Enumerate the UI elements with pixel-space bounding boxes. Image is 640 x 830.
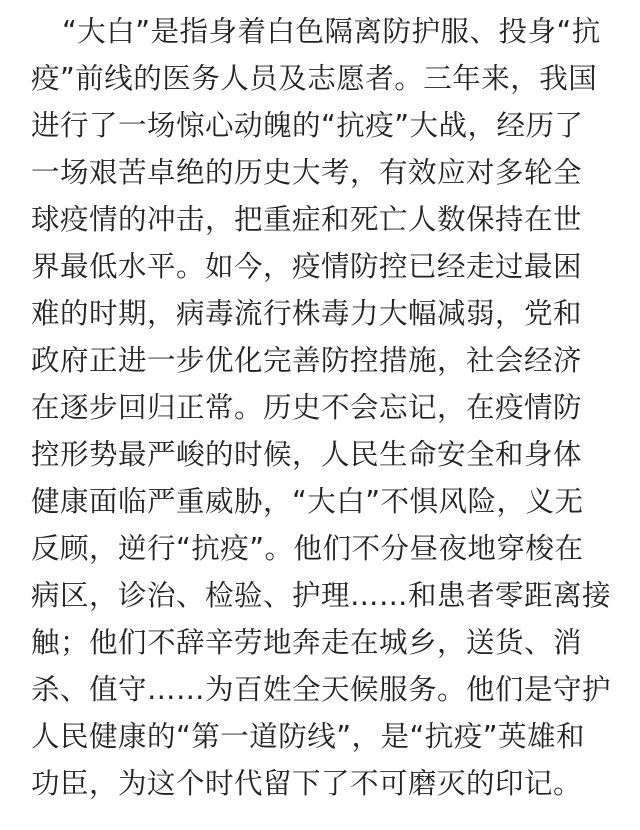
- paragraph-line: 疫”前线的医务人员及志愿者。三年来，我国: [31, 62, 598, 95]
- paragraph-line: 触；他们不辞辛劳地奔走在城乡，送货、消: [31, 626, 583, 659]
- paragraph-line: 一场艰苦卓绝的历史大考，有效应对多轮全: [31, 156, 583, 189]
- paragraph-line: 进行了一场惊心动魄的“抗疫”大战，经历了: [31, 109, 584, 142]
- paragraph-line: 健康面临严重威胁，“大白”不惧风险，义无: [31, 485, 584, 518]
- paragraph-line: 政府正进一步优化完善防控措施，社会经济: [31, 344, 583, 377]
- paragraph-line: 界最低水平。如今，疫情防控已经走过最困: [31, 250, 583, 283]
- paragraph-line: “大白”是指身着白色隔离防护服、投身“抗: [62, 15, 601, 48]
- paragraph-line: 杀、值守……为百姓全天候服务。他们是守护: [31, 673, 612, 706]
- paragraph-line: 控形势最严峻的时候，人民生命安全和身体: [31, 438, 583, 471]
- paragraph-line: 球疫情的冲击，把重症和死亡人数保持在世: [31, 203, 583, 236]
- paragraph-line: 病区，诊治、检验、护理……和患者零距离接: [31, 579, 612, 612]
- paragraph-line: 难的时期，病毒流行株毒力大幅减弱，党和: [31, 297, 583, 330]
- paragraph-line: 功臣，为这个时代留下了不可磨灭的印记。: [31, 767, 583, 800]
- paragraph-line: 在逐步回归正常。历史不会忘记，在疫情防: [31, 391, 583, 424]
- paragraph-line: 反顾，逆行“抗疫”。他们不分昼夜地穿梭在: [31, 532, 584, 565]
- paragraph-line: 人民健康的“第一道防线”，是“抗疫”英雄和: [31, 720, 586, 753]
